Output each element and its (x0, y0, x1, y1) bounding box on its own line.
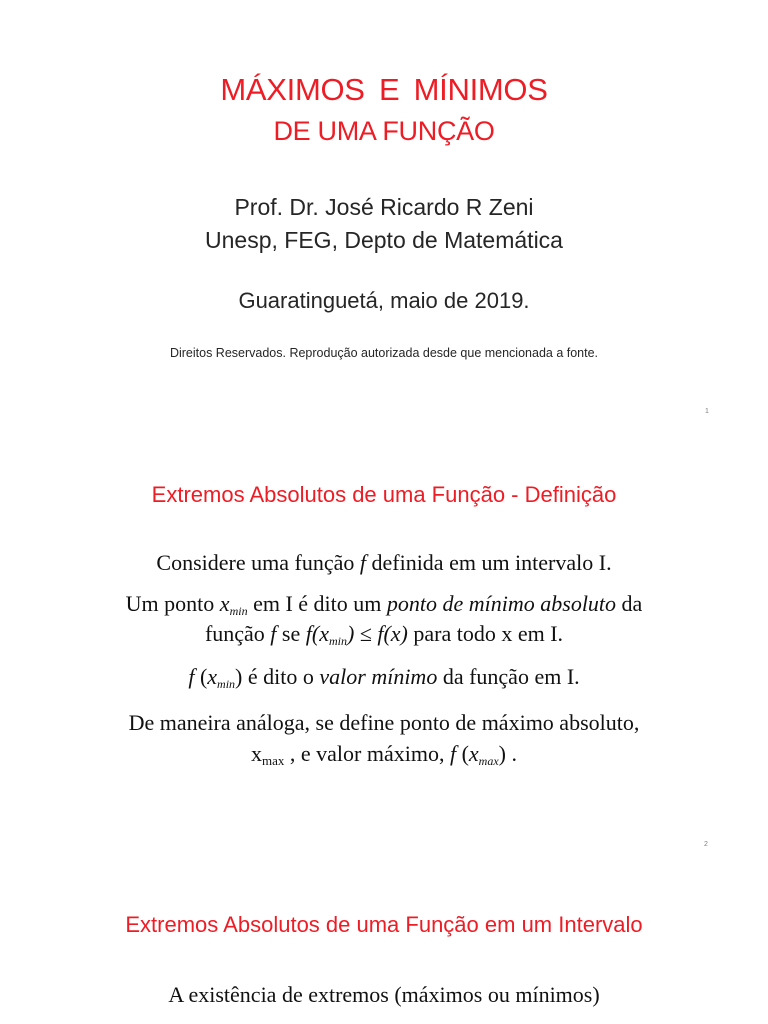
definition-line-5: De maneira análoga, se define ponto de máximo absoluto, (128, 710, 640, 735)
definition-line-1 (0, 550, 768, 576)
place-date: Guaratinguetá, maio de 2019. (238, 288, 530, 313)
text-fragment: função (204, 621, 271, 646)
text-fragment: . (506, 741, 517, 766)
text-fragment: definida em um intervalo I. (365, 550, 612, 575)
paren: ) (498, 741, 506, 766)
slide-1 (0, 0, 768, 432)
paren: ) (235, 664, 243, 689)
text-fragment: , e valor máximo, (284, 741, 450, 766)
function-symbol: f (188, 664, 195, 689)
math-expression: f(x (305, 621, 329, 646)
definition-line-6 (0, 741, 768, 769)
definition-line-4 (0, 664, 768, 692)
slide-title: Extremos Absolutos de uma Função em um Intervalo (125, 912, 643, 937)
text-fragment: Considere uma função (156, 550, 360, 575)
variable-x: x (207, 664, 218, 689)
slide-title: Extremos Absolutos de uma Função - Definição (151, 482, 617, 507)
text-fragment: se (276, 621, 306, 646)
rights-notice: Direitos Reservados. Reprodução autorizada desde que mencionada a fonte. (169, 346, 599, 360)
page-number: 1 (705, 408, 709, 415)
function-symbol: f (359, 550, 366, 575)
subscript: min (328, 634, 347, 648)
math-expression: ) ≤ f(x) (346, 621, 408, 646)
text-fragment: é dito o (242, 664, 320, 689)
subscript: max (261, 753, 285, 768)
text-fragment: da função em I. (437, 664, 580, 689)
slide-3 (0, 864, 768, 1024)
main-title: MÁXIMOS E MÍNIMOS (220, 72, 548, 107)
author-affiliation: Unesp, FEG, Depto de Matemática (205, 227, 563, 253)
variable-x: x (468, 741, 479, 766)
definition-line-2 (0, 591, 768, 619)
defined-term: ponto de mínimo absoluto (386, 591, 617, 616)
text-fragment: da (616, 591, 643, 616)
definition-line-3 (0, 621, 768, 649)
page-number: 2 (704, 841, 708, 848)
main-subtitle: DE UMA FUNÇÃO (273, 116, 495, 146)
paren: ( (194, 664, 208, 689)
subscript: max (478, 754, 499, 768)
slide-body: A existência de extremos (máximos ou mínimos) (168, 982, 600, 1007)
slide-2 (0, 432, 768, 864)
text-fragment: Um ponto (125, 591, 220, 616)
subscript: min (229, 604, 248, 618)
author-block (0, 191, 768, 257)
author-name: Prof. Dr. José Ricardo R Zeni (234, 194, 534, 220)
defined-term: valor mínimo (319, 664, 438, 689)
subscript: min (217, 677, 236, 691)
function-symbol: f (449, 741, 457, 766)
function-symbol: f (270, 621, 277, 646)
variable-x: x (250, 741, 262, 766)
variable-x: x (219, 591, 230, 616)
paren: ( (456, 741, 469, 766)
text-fragment: para todo x em I. (407, 621, 564, 646)
text-fragment: em I é dito um (247, 591, 387, 616)
